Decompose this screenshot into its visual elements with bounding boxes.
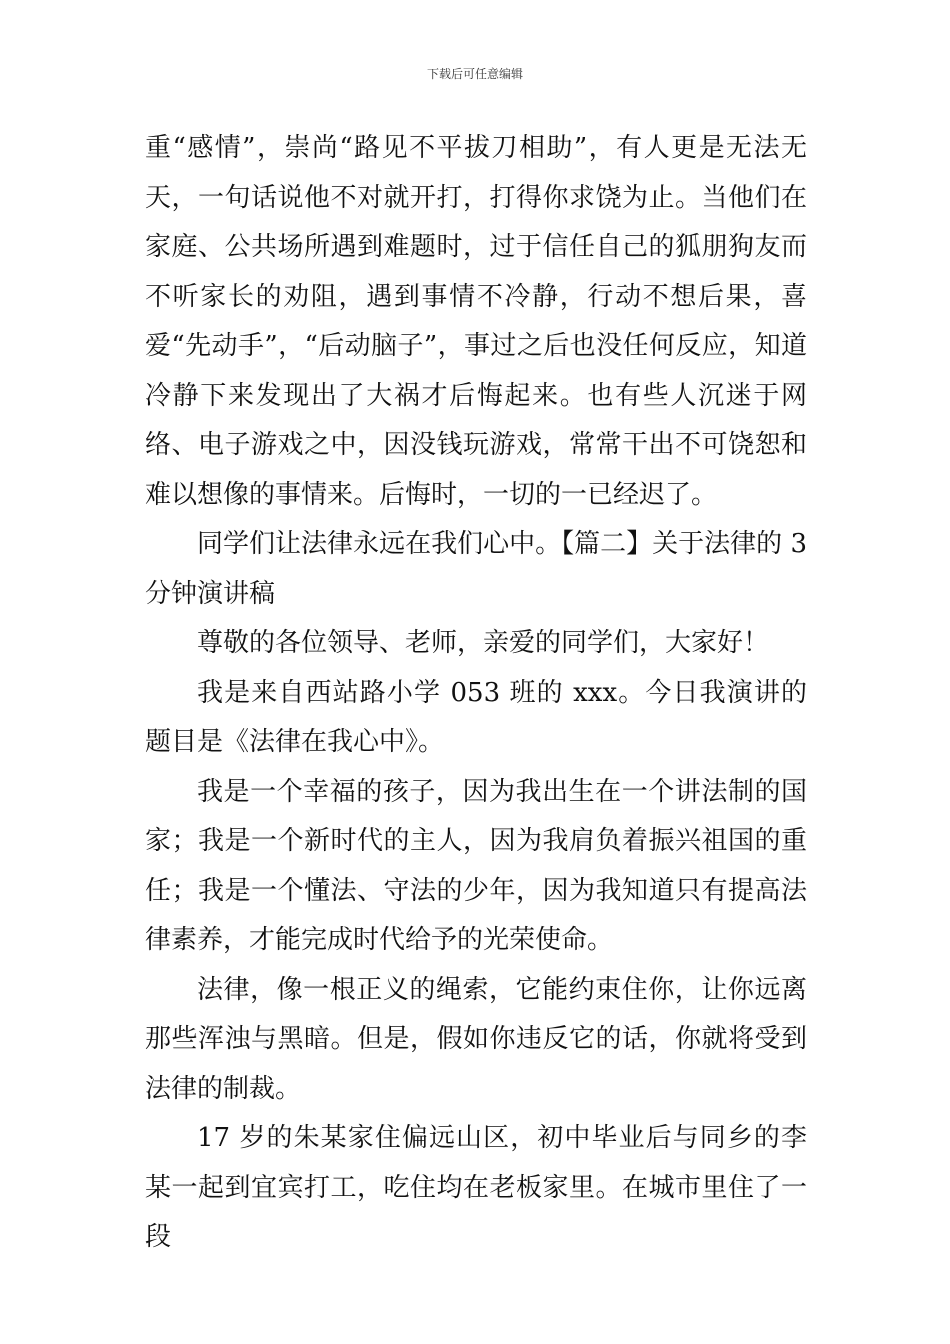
paragraph-introduction: 我是来自西站路小学 053 班的 xxx。今日我演讲的题目是《法律在我心中》。 — [145, 677, 807, 757]
paragraph-section-heading: 同学们让法律永远在我们心中。【篇二】关于法律的 3 分钟演讲稿 — [145, 529, 807, 609]
page-header-note: 下载后可任意编辑 — [426, 67, 523, 81]
paragraph-identity: 我是一个幸福的孩子，因为我出生在一个讲法制的国家；我是一个新时代的主人，因为我肩负着振兴祖国的重任；我是一个懂法、守法的少年，因为我知道只有提高法律素养，才能完成时代给予的光荣使命。 — [145, 776, 807, 955]
document-body — [145, 124, 807, 1263]
paragraph-continuation: 重“感情”，崇尚“路见不平拔刀相助”，有人更是无法无天，一句话说他不对就开打，打得你求饶为止。当他们在家庭、公共场所遇到难题时，过于信任自己的狐朋狗友而不听家长的劝阻，遇到事情不冷静，行动不想后果，喜爱“先动手”，“后动脑子”，事过之后也没任何反应，知道冷静下来发现出了大祸才后悔起来。也有些人沉迷于网络、电子游戏之中，因没钱玩游戏，常常干出不可饶恕和难以想像的事情来。后悔时，一切的一已经迟了。 — [145, 133, 807, 510]
paragraph-law-metaphor: 法律，像一根正义的绳索，它能约束住你，让你远离那些浑浊与黑暗。但是，假如你违反它的话，你就将受到法律的制裁。 — [145, 974, 807, 1104]
paragraph-greeting: 尊敬的各位领导、老师，亲爱的同学们，大家好！ — [197, 628, 770, 658]
paragraph-story: 17 岁的朱某家住偏远山区，初中毕业后与同乡的李某一起到宜宾打工，吃住均在老板家里。在城市里住了一段 — [145, 1123, 807, 1252]
